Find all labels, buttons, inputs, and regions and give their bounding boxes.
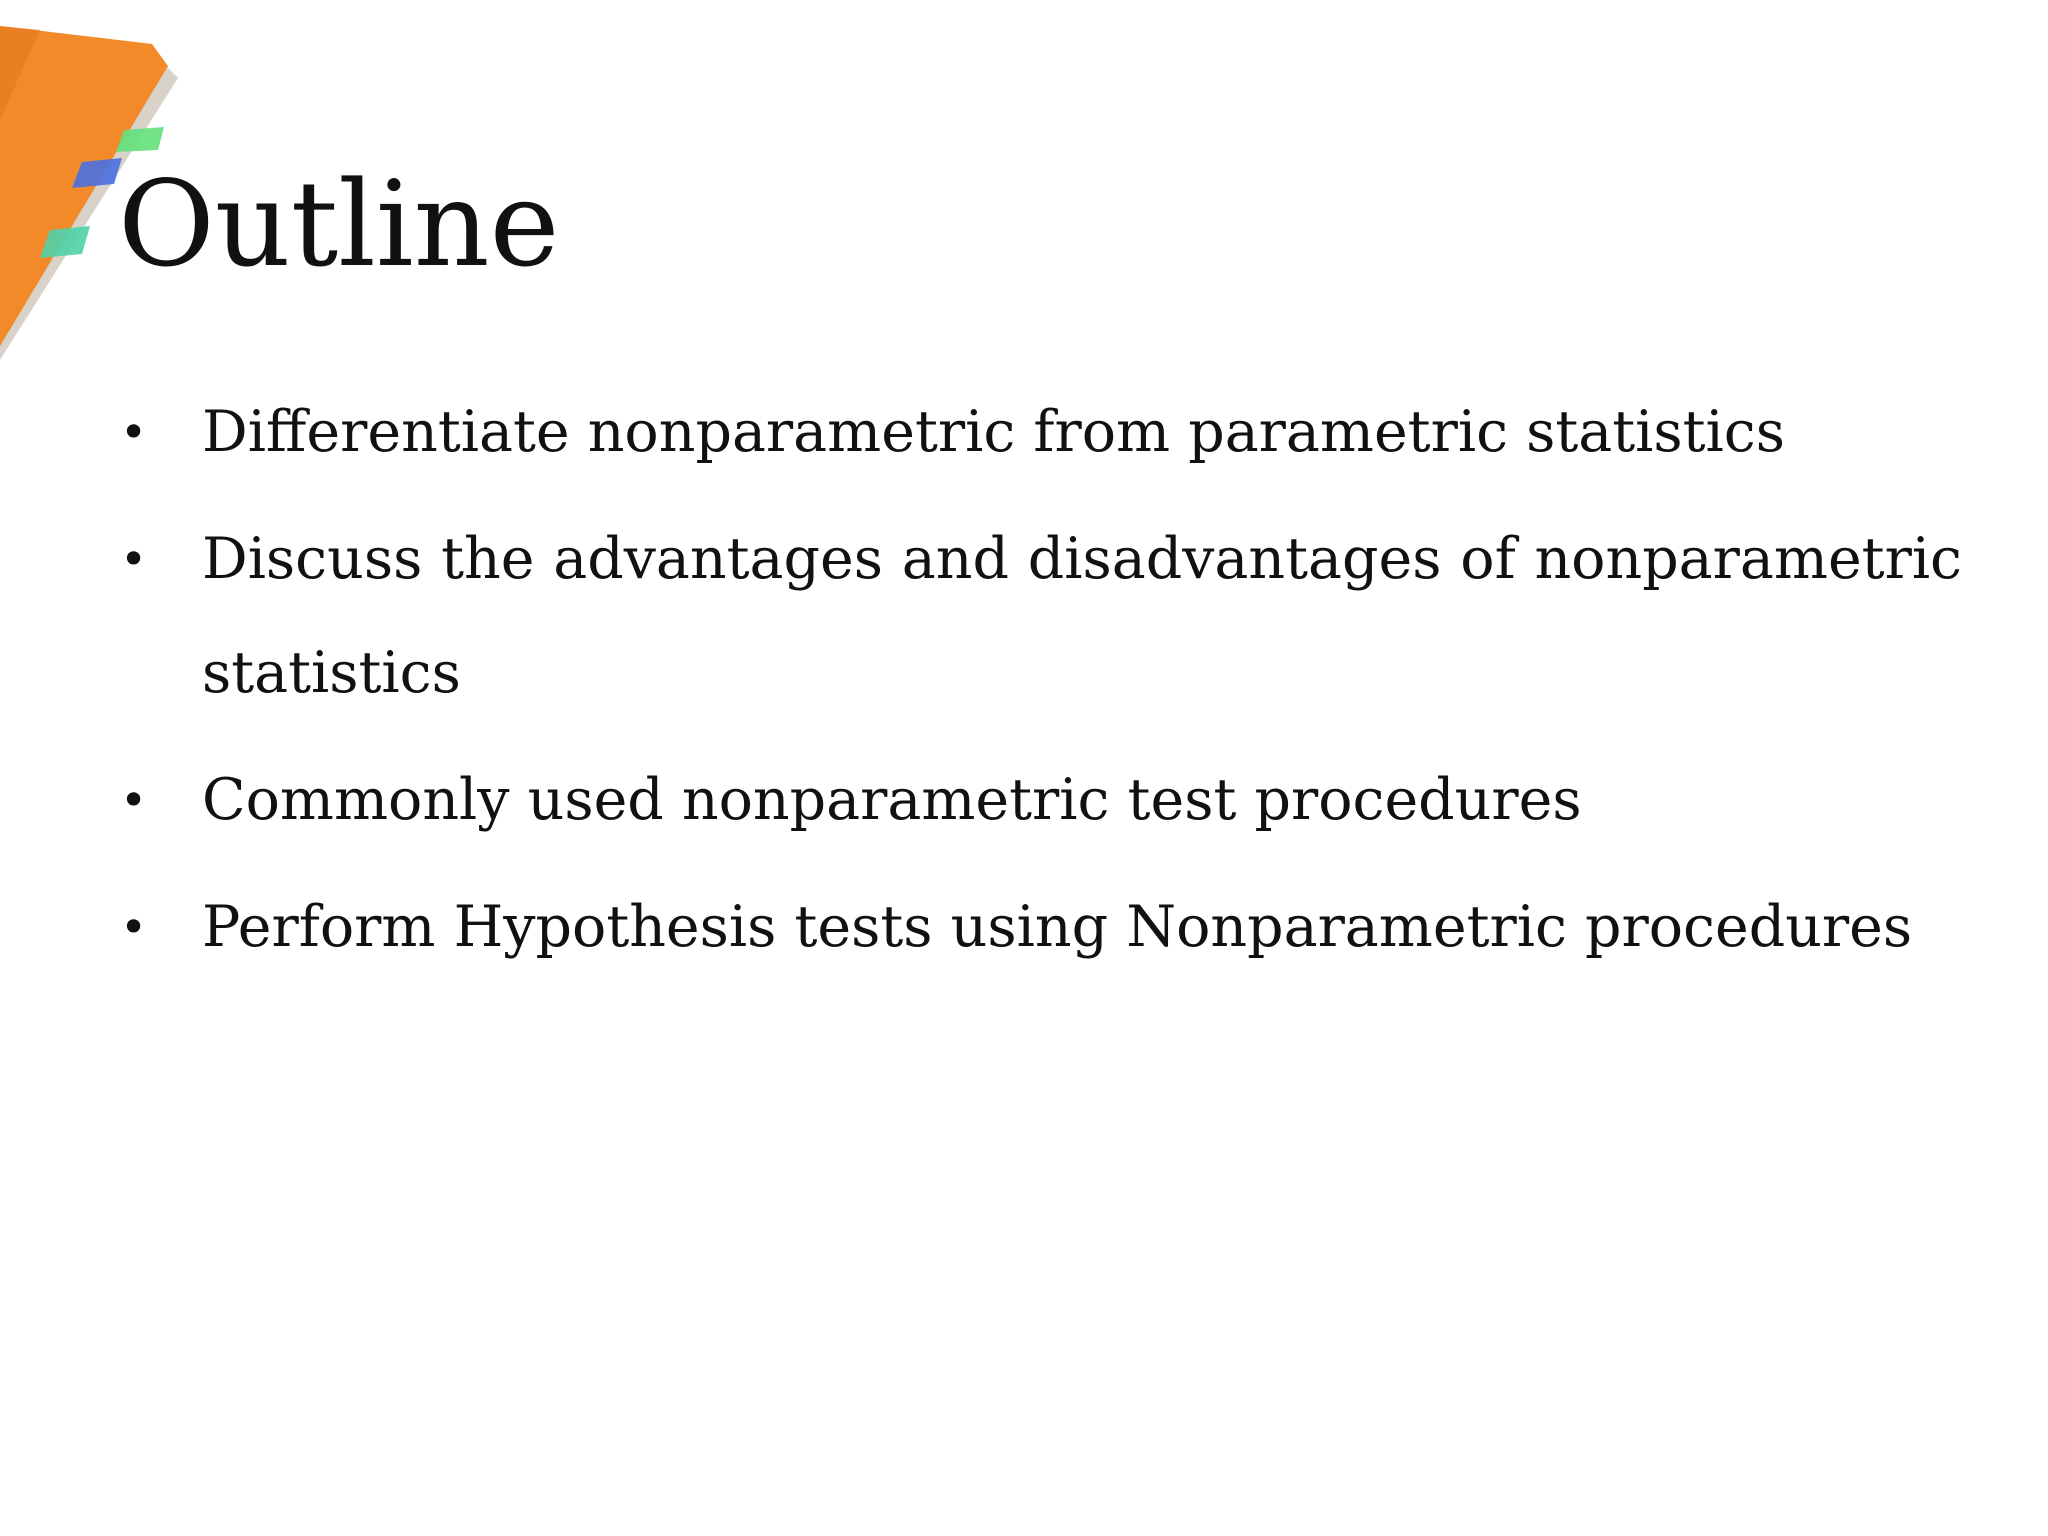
bullet-item [120, 743, 1962, 857]
bullet-item [120, 870, 1962, 984]
bullet-text: Commonly used nonparametric test procedures [202, 767, 1582, 833]
slide-title: Outline [118, 155, 560, 293]
bullet-dot-icon: • [120, 405, 148, 459]
bullet-text: Discuss the advantages and disadvantages of nonparametric statistics [202, 526, 1962, 706]
bullet-text: Differentiate nonparametric from parametric statistics [202, 399, 1785, 465]
bullet-dot-icon: • [120, 900, 148, 954]
bullet-item [120, 502, 1962, 730]
bullet-dot-icon: • [120, 532, 148, 586]
bullet-item [120, 375, 1962, 489]
bullet-list [120, 375, 1962, 997]
bullet-text: Perform Hypothesis tests using Nonparametric procedures [202, 894, 1913, 960]
bullet-dot-icon: • [120, 773, 148, 827]
